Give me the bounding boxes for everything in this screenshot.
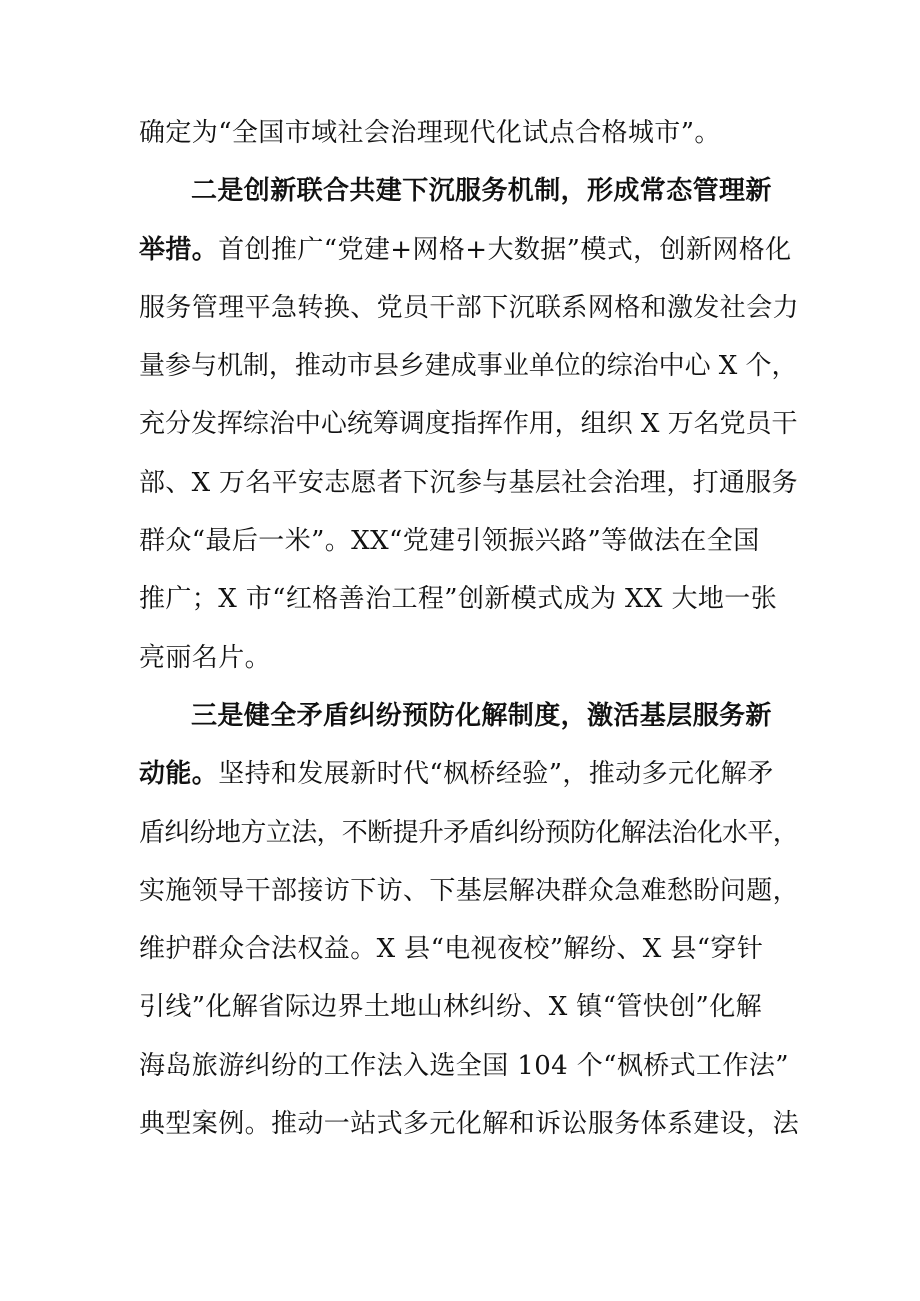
paragraph-three [139, 687, 799, 1153]
text-line: 盾纠纷地方立法，不断提升矛盾纠纷预防化解法治化水平， [139, 817, 799, 848]
text-line: 部、X 万名平安志愿者下沉参与基层社会治理，打通服务 [139, 467, 798, 498]
text-line [139, 745, 799, 803]
text-line: 实施领导干部接访下访、下基层解决群众急难愁盼问题， [139, 875, 800, 906]
text-line: 海岛旅游纠纷的工作法入选全国 104 个“枫桥式工作法” [139, 1050, 789, 1081]
text-line: 确定为“全国市域社会治理现代化试点合格城市”。 [139, 118, 721, 148]
text-line [139, 162, 799, 220]
text-line: 充分发挥综治中心统筹调度指挥作用，组织 X 万名党员干 [139, 409, 798, 440]
text-line: 量参与机制，推动市县乡建成事业单位的综治中心 X 个， [139, 351, 798, 382]
paragraph-heading: 三是健全矛盾纠纷预防化解制度，激活基层服务新 [191, 700, 772, 731]
text-line: 推广；X 市“红格善治工程”创新模式成为 XX 大地一张 [139, 584, 778, 615]
text-line [139, 221, 799, 279]
document-body [139, 104, 799, 1153]
text-line: 群众“最后一米”。XX“党建引领振兴路”等做法在全国 [139, 526, 760, 557]
text-line: 典型案例。推动一站式多元化解和诉讼服务体系建设，法 [139, 1109, 800, 1140]
text-line: 亮丽名片。 [139, 642, 272, 673]
paragraph-continuation [139, 104, 799, 162]
text-line: 维护群众合法权益。X 县“电视夜校”解纷、X 县“穿针 [139, 934, 764, 965]
text-line: 引线”化解省际边界土地山林纠纷、X 镇“管快创”化解 [139, 992, 763, 1023]
paragraph-heading: 二是创新联合共建下沉服务机制，形成常态管理新 [191, 176, 772, 207]
text-line: 服务管理平急转换、党员干部下沉联系网格和激发社会力 [139, 292, 800, 323]
paragraph-text: 首创推广“党建+网格+大数据”模式，创新网格化 [218, 234, 792, 265]
paragraph-two [139, 162, 799, 687]
text-line [139, 687, 799, 745]
paragraph-heading: 动能。 [139, 759, 219, 790]
paragraph-heading: 举措。 [139, 234, 219, 265]
paragraph-text: 坚持和发展新时代“枫桥经验”，推动多元化解矛 [218, 759, 774, 790]
